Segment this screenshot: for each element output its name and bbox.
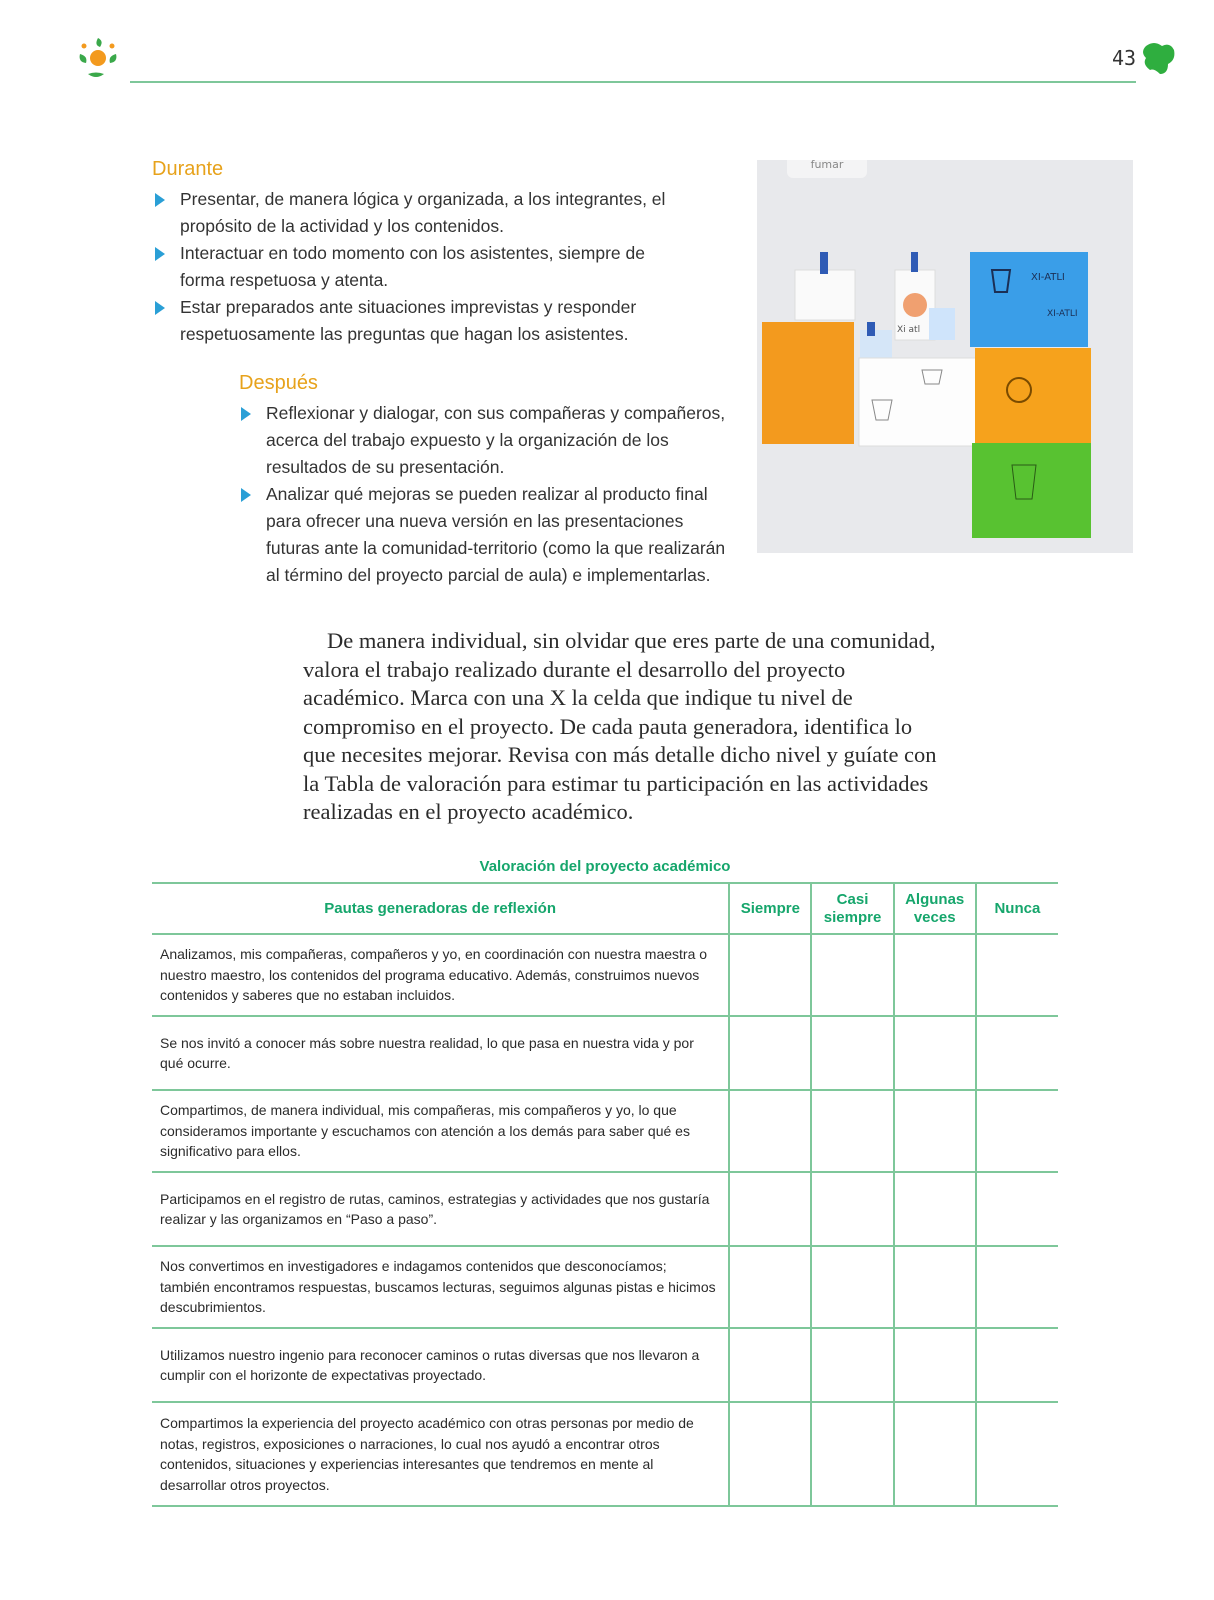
page-number: 43 — [1112, 46, 1137, 70]
despues-title: Después — [239, 372, 318, 394]
cell-nunca[interactable] — [976, 1016, 1058, 1090]
list-item: Reflexionar y dialogar, con sus compañeras y compañeros, acerca del trabajo expuesto y la organización de los resultados de su presentación. — [238, 400, 738, 481]
header-siempre: Siempre — [729, 883, 811, 934]
row-text: Analizamos, mis compañeras, compañeros y yo, en coordinación con nuestra maestra o nuestro maestro, los contenidos del programa educativo. Además, construimos nuevos contenidos y saberes que no estaban incluidos. — [152, 934, 729, 1016]
row-text: Compartimos la experiencia del proyecto académico con otras personas por medio de notas, registros, exposiciones o narraciones, lo cual nos ayudó a encontrar otros contenidos, situaciones y experiencias interesantes que tendremos en mente al desarrollar otros proyectos. — [152, 1402, 729, 1506]
flower-logo-icon — [70, 32, 126, 86]
list-item: Analizar qué mejoras se pueden realizar al producto final para ofrecer una nueva versión en las presentaciones futuras ante la comunidad-territorio (como la que realizarán al término del proyecto parcial de aula) e implementarlas. — [238, 481, 738, 589]
sticky-notes-photo — [757, 160, 1133, 553]
header-nunca: Nunca — [976, 883, 1058, 934]
cell-algunas-veces[interactable] — [894, 1090, 976, 1172]
table-row — [152, 1246, 1058, 1328]
cell-casi-siempre[interactable] — [811, 1328, 893, 1402]
header-casi-siempre: Casi siempre — [811, 883, 893, 934]
photo-note-label: XI-ATLI — [1031, 272, 1065, 283]
cell-siempre[interactable] — [729, 1246, 811, 1328]
durante-list — [152, 186, 672, 348]
list-item: Interactuar en todo momento con los asistentes, siempre de forma respetuosa y atenta. — [152, 240, 672, 294]
cell-casi-siempre[interactable] — [811, 1172, 893, 1246]
header-algunas-veces: Algunas veces — [894, 883, 976, 934]
cell-nunca[interactable] — [976, 1328, 1058, 1402]
intro-paragraph: De manera individual, sin olvidar que eres parte de una comunidad, valora el trabajo realizado durante el desarrollo del proyecto académico. Marca con una X la celda que indique tu nivel de compromiso en el proyecto. De cada pauta generadora, identifica lo que necesites mejorar. Revisa con más detalle dicho nivel y guíate con la Tabla de valoración para estimar tu participación en las actividades realizadas en el proyecto académico. — [303, 628, 937, 824]
cell-nunca[interactable] — [976, 934, 1058, 1016]
valoracion-table — [152, 882, 1058, 1507]
header-rule — [130, 81, 1136, 83]
cell-nunca[interactable] — [976, 1090, 1058, 1172]
cell-algunas-veces[interactable] — [894, 1172, 976, 1246]
row-text: Participamos en el registro de rutas, caminos, estrategias y actividades que nos gustaría realizar y las organizamos en “Paso a paso”. — [152, 1172, 729, 1246]
bullet-triangle-icon — [241, 407, 251, 421]
cell-nunca[interactable] — [976, 1402, 1058, 1506]
cell-casi-siempre[interactable] — [811, 1246, 893, 1328]
table-row — [152, 1402, 1058, 1506]
cell-casi-siempre[interactable] — [811, 1402, 893, 1506]
cell-casi-siempre[interactable] — [811, 1090, 893, 1172]
cell-siempre[interactable] — [729, 1016, 811, 1090]
cell-algunas-veces[interactable] — [894, 1328, 976, 1402]
photo-note-label: XI-ATLI — [1047, 309, 1078, 319]
bullet-triangle-icon — [241, 488, 251, 502]
table-row — [152, 1172, 1058, 1246]
cell-nunca[interactable] — [976, 1246, 1058, 1328]
row-text: Nos convertimos en investigadores e indagamos contenidos que desconocíamos; también encontramos respuestas, buscamos lecturas, seguimos algunas pistas e hicimos descubrimientos. — [152, 1246, 729, 1328]
cell-siempre[interactable] — [729, 934, 811, 1016]
list-item: Presentar, de manera lógica y organizada, a los integrantes, el propósito de la actividad y los contenidos. — [152, 186, 672, 240]
bullet-triangle-icon — [155, 247, 165, 261]
row-text: Compartimos, de manera individual, mis compañeras, mis compañeros y yo, lo que consideramos importante y escuchamos con atención a los demás para saber qué es significativo para ellos. — [152, 1090, 729, 1172]
cell-casi-siempre[interactable] — [811, 1016, 893, 1090]
cell-algunas-veces[interactable] — [894, 934, 976, 1016]
green-blob-icon — [1142, 40, 1176, 76]
cell-siempre[interactable] — [729, 1172, 811, 1246]
bullet-triangle-icon — [155, 301, 165, 315]
cell-siempre[interactable] — [729, 1090, 811, 1172]
durante-title: Durante — [152, 158, 224, 180]
table-row — [152, 1090, 1058, 1172]
table-row — [152, 1328, 1058, 1402]
table-row — [152, 1016, 1058, 1090]
photo-note-label: Xi atl — [897, 325, 921, 335]
cell-siempre[interactable] — [729, 1402, 811, 1506]
cell-nunca[interactable] — [976, 1172, 1058, 1246]
cell-siempre[interactable] — [729, 1328, 811, 1402]
list-item: Estar preparados ante situaciones imprevistas y responder respetuosamente las preguntas que hagan los asistentes. — [152, 294, 672, 348]
cell-algunas-veces[interactable] — [894, 1246, 976, 1328]
cell-casi-siempre[interactable] — [811, 934, 893, 1016]
cell-algunas-veces[interactable] — [894, 1402, 976, 1506]
table-caption: Valoración del proyecto académico — [479, 858, 731, 875]
photo-sign-text: fumar — [810, 160, 844, 171]
row-text: Utilizamos nuestro ingenio para reconocer caminos o rutas diversas que nos llevaron a cumplir con el horizonte de expectativas proyectado. — [152, 1328, 729, 1402]
header-pautas: Pautas generadoras de reflexión — [152, 883, 729, 934]
table-header-row — [152, 883, 1058, 934]
cell-algunas-veces[interactable] — [894, 1016, 976, 1090]
table-row — [152, 934, 1058, 1016]
row-text: Se nos invitó a conocer más sobre nuestra realidad, lo que pasa en nuestra vida y por qué ocurre. — [152, 1016, 729, 1090]
despues-list — [238, 400, 738, 589]
bullet-triangle-icon — [155, 193, 165, 207]
